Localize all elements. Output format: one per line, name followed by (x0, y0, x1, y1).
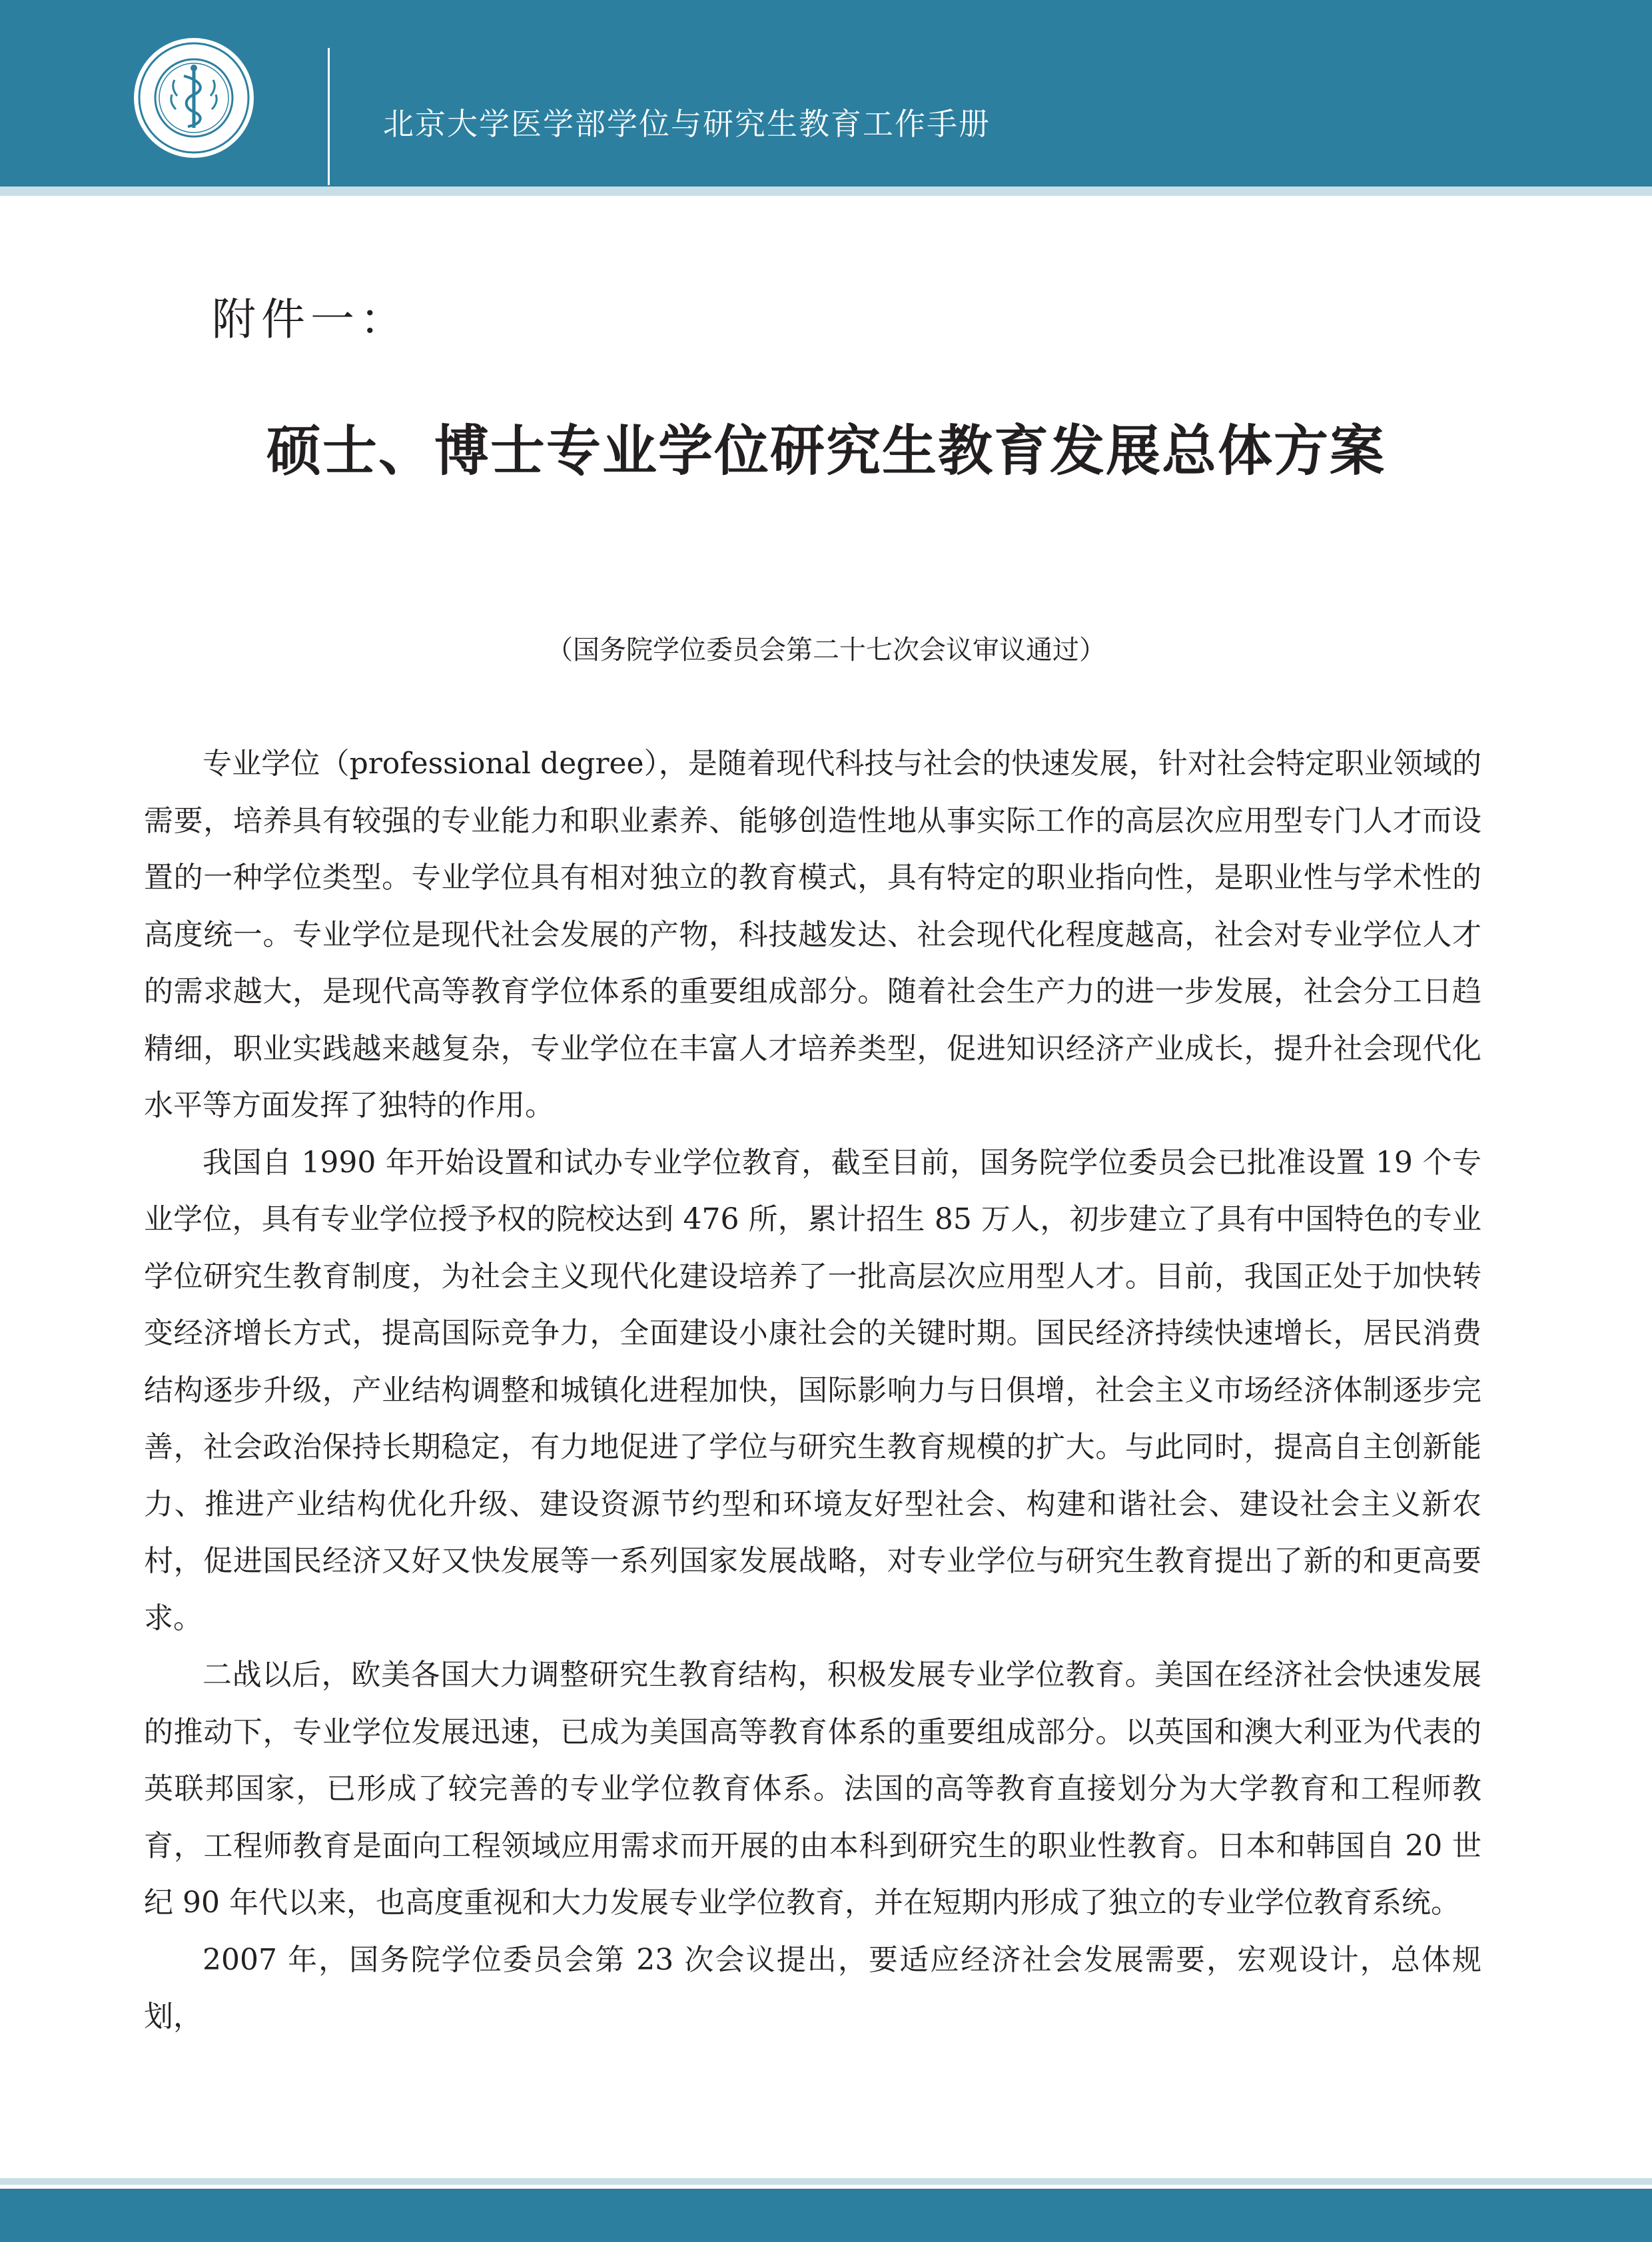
document-subtitle: （国务院学位委员会第二十七次会议审议通过） (546, 635, 1106, 665)
header-rule (0, 187, 1652, 196)
body-paragraph: 我国自 1990 年开始设置和试办专业学位教育，截至目前，国务院学位委员会已批准设置 19 个专业学位，具有专业学位授予权的院校达到 476 所，累计招生 85 万人，初步建立了具有中国特色的专业学位研究生教育制度，为社会主义现代化建设培养了一批高层次应用型人才。目前，我国正处于加快转变经济增长方式，提高国际竞争力，全面建设小康社会的关键时期。国民经济持续快速增长，居民消费结构逐步升级，产业结构调整和城镇化进程加快，国际影响力与日俱增，社会主义市场经济体制逐步完善，社会政治保持长期稳定，有力地促进了学位与研究生教育规模的扩大。与此同时，提高自主创新能力、推进产业结构优化升级、建设资源节约型和环境友好型社会、构建和谐社会、建设社会主义新农村，促进国民经济又好又快发展等一系列国家发展战略，对专业学位与研究生教育提出了新的和更高要求。 (144, 1145, 1481, 1635)
body-paragraph: 二战以后，欧美各国大力调整研究生教育结构，积极发展专业学位教育。美国在经济社会快速发展的推动下，专业学位发展迅速，已成为美国高等教育体系的重要组成部分。以英国和澳大利亚为代表的英联邦国家，已形成了较完善的专业学位教育体系。法国的高等教育直接划分为大学教育和工程师教育，工程师教育是面向工程领域应用需求而开展的由本科到研究生的职业性教育。日本和韩国自 20 世纪 90 年代以来，也高度重视和大力发展专业学位教育，并在短期内形成了独立的专业学位教育系统。 (144, 1658, 1481, 1920)
university-seal-icon (131, 35, 257, 161)
footer-rule (0, 2178, 1652, 2185)
body-paragraph: 2007 年，国务院学位委员会第 23 次会议提出，要适应经济社会发展需要，宏观设计，总体规划， (144, 1942, 1481, 2034)
attachment-label: 附件一： (212, 294, 409, 345)
body-paragraph: 专业学位（professional degree），是随着现代科技与社会的快速发展，针对社会特定职业领域的需要，培养具有较强的专业能力和职业素养、能够创造性地从事实际工作的高层次应用型专门人才而设置的一种学位类型。专业学位具有相对独立的教育模式，具有特定的职业指向性，是职业性与学术性的高度统一。专业学位是现代社会发展的产物，科技越发达、社会现代化程度越高，社会对专业学位人才的需求越大，是现代高等教育学位体系的重要组成部分。随着社会生产力的进一步发展，社会分工日趋精细，职业实践越来越复杂，专业学位在丰富人才培养类型，促进知识经济产业成长，提升社会现代化水平等方面发挥了独特的作用。 (144, 747, 1481, 1122)
footer-band (0, 2189, 1652, 2242)
header-title: 北京大学医学部学位与研究生教育工作手册 (383, 106, 991, 142)
document-body (144, 735, 1481, 2046)
header-divider (328, 48, 330, 185)
document-title: 硕士、博士专业学位研究生教育发展总体方案 (266, 419, 1386, 483)
